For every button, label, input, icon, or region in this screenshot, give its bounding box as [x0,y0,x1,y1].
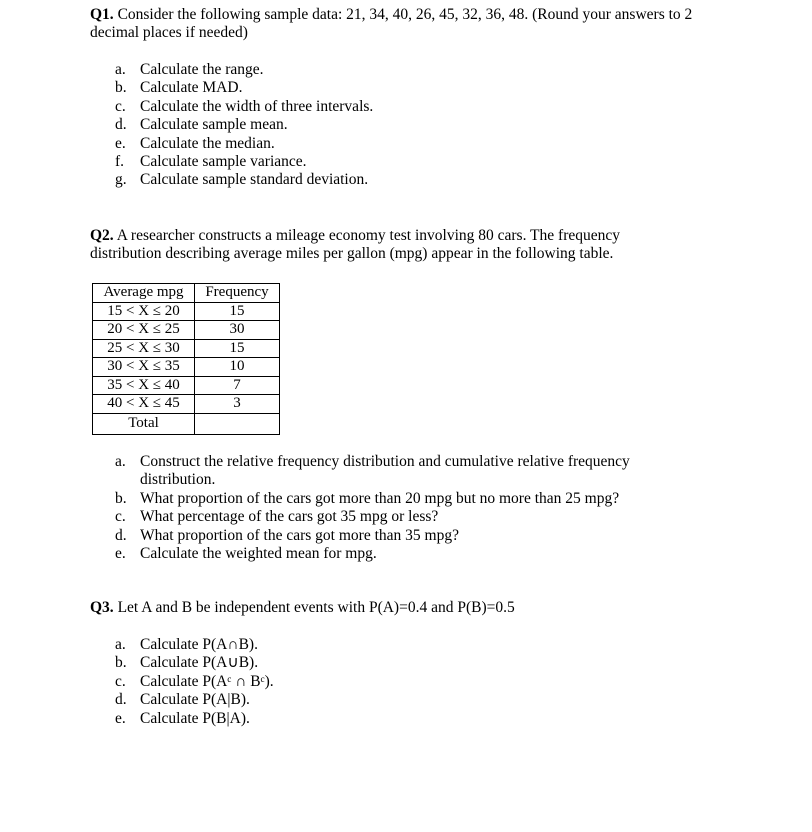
item-letter: d. [115,116,127,134]
list-item [115,453,655,490]
item-text: Calculate sample standard deviation. [140,171,369,189]
item-text: Construct the relative frequency distribution and cumulative relative frequency distribution. [140,453,630,489]
q1-prompt [90,6,730,42]
list-item [115,508,655,526]
item-text: What proportion of the cars got more than 20 mpg but no more than 25 mpg? [140,489,620,507]
item-text: Calculate the width of three intervals. [140,97,374,115]
item-text: Calculate MAD. [140,79,243,97]
q3-prompt [90,599,690,617]
item-letter: a. [115,453,126,470]
table-row [93,302,280,321]
q3-text: Let A and B be independent events with P(A)=0.4 and P(B)=0.5 [113,599,515,616]
item-text: Calculate the weighted mean for mpg. [140,545,377,563]
item-letter: g. [115,171,127,189]
q2-prompt [90,227,660,263]
table-cell: 40 < X ≤ 45 [93,395,195,414]
list-item [115,79,373,97]
list-item [115,61,373,79]
list-item [115,654,274,672]
list-item [115,135,373,153]
list-item [115,710,274,728]
item-text: Calculate P(Aᶜ ∩ Bᶜ). [140,672,274,690]
item-letter: e. [115,709,126,727]
item-letter: a. [115,61,126,78]
table-row [93,358,280,377]
table-cell: 30 [195,321,280,340]
table-cell: 15 < X ≤ 20 [93,302,195,321]
table-cell: Total [93,413,195,434]
list-item [115,490,655,508]
item-text: Calculate the median. [140,134,275,152]
q3-list [115,636,274,728]
q1-label: Q1. [90,6,114,23]
table-cell: 30 < X ≤ 35 [93,358,195,377]
table-row [93,395,280,414]
item-text: What proportion of the cars got more than 35 mpg? [140,526,459,544]
table-total-row [93,413,280,434]
item-letter: b. [115,654,127,672]
item-letter: b. [115,79,127,97]
item-letter: d. [115,526,127,544]
list-item [115,673,274,691]
item-letter: f. [115,153,125,171]
item-letter: c. [115,672,126,690]
item-text: Calculate sample mean. [140,116,288,134]
table-cell: 7 [195,376,280,395]
table-row [93,339,280,358]
table-row [93,376,280,395]
q1-list [115,61,373,190]
item-letter: a. [115,636,126,653]
item-letter: e. [115,545,126,563]
item-text: Calculate P(B|A). [140,709,250,727]
table-cell: 15 [195,339,280,358]
list-item [115,153,373,171]
list-item [115,116,373,134]
list-item [115,545,655,563]
q2-list [115,453,655,563]
q2-label: Q2. [90,227,114,244]
item-text: Calculate P(A|B). [140,691,250,709]
list-item [115,691,274,709]
list-item [115,527,655,545]
list-item [115,98,373,116]
item-text: Calculate P(A∪B). [140,654,259,672]
item-text: What percentage of the cars got 35 mpg or less? [140,508,439,526]
table-cell: 10 [195,358,280,377]
item-text: Calculate sample variance. [140,153,307,171]
item-letter: e. [115,134,126,152]
q3-label: Q3. [90,599,114,616]
item-letter: d. [115,691,127,709]
table-cell: 15 [195,302,280,321]
q2-text: A researcher constructs a mileage economy test involving 80 cars. The frequency distribution describing average miles per gallon (mpg) appear in the following table. [90,227,620,262]
frequency-table [92,283,280,435]
q1-text: Consider the following sample data: 21, 34, 40, 26, 45, 32, 36, 48. (Round your answers to 2 decimal places if needed) [90,6,693,41]
table-row [93,321,280,340]
list-item [115,171,373,189]
table-cell [195,413,280,434]
header-cell: Frequency [195,284,280,303]
item-text: Calculate P(A∩B). [140,636,258,653]
table-header-row [93,284,280,303]
table-cell: 3 [195,395,280,414]
header-cell: Average mpg [93,284,195,303]
item-text: Calculate the range. [140,61,264,78]
table-cell: 20 < X ≤ 25 [93,321,195,340]
item-letter: c. [115,508,126,526]
table-cell: 25 < X ≤ 30 [93,339,195,358]
list-item [115,636,274,654]
item-letter: c. [115,97,126,115]
item-letter: b. [115,489,127,507]
table-cell: 35 < X ≤ 40 [93,376,195,395]
